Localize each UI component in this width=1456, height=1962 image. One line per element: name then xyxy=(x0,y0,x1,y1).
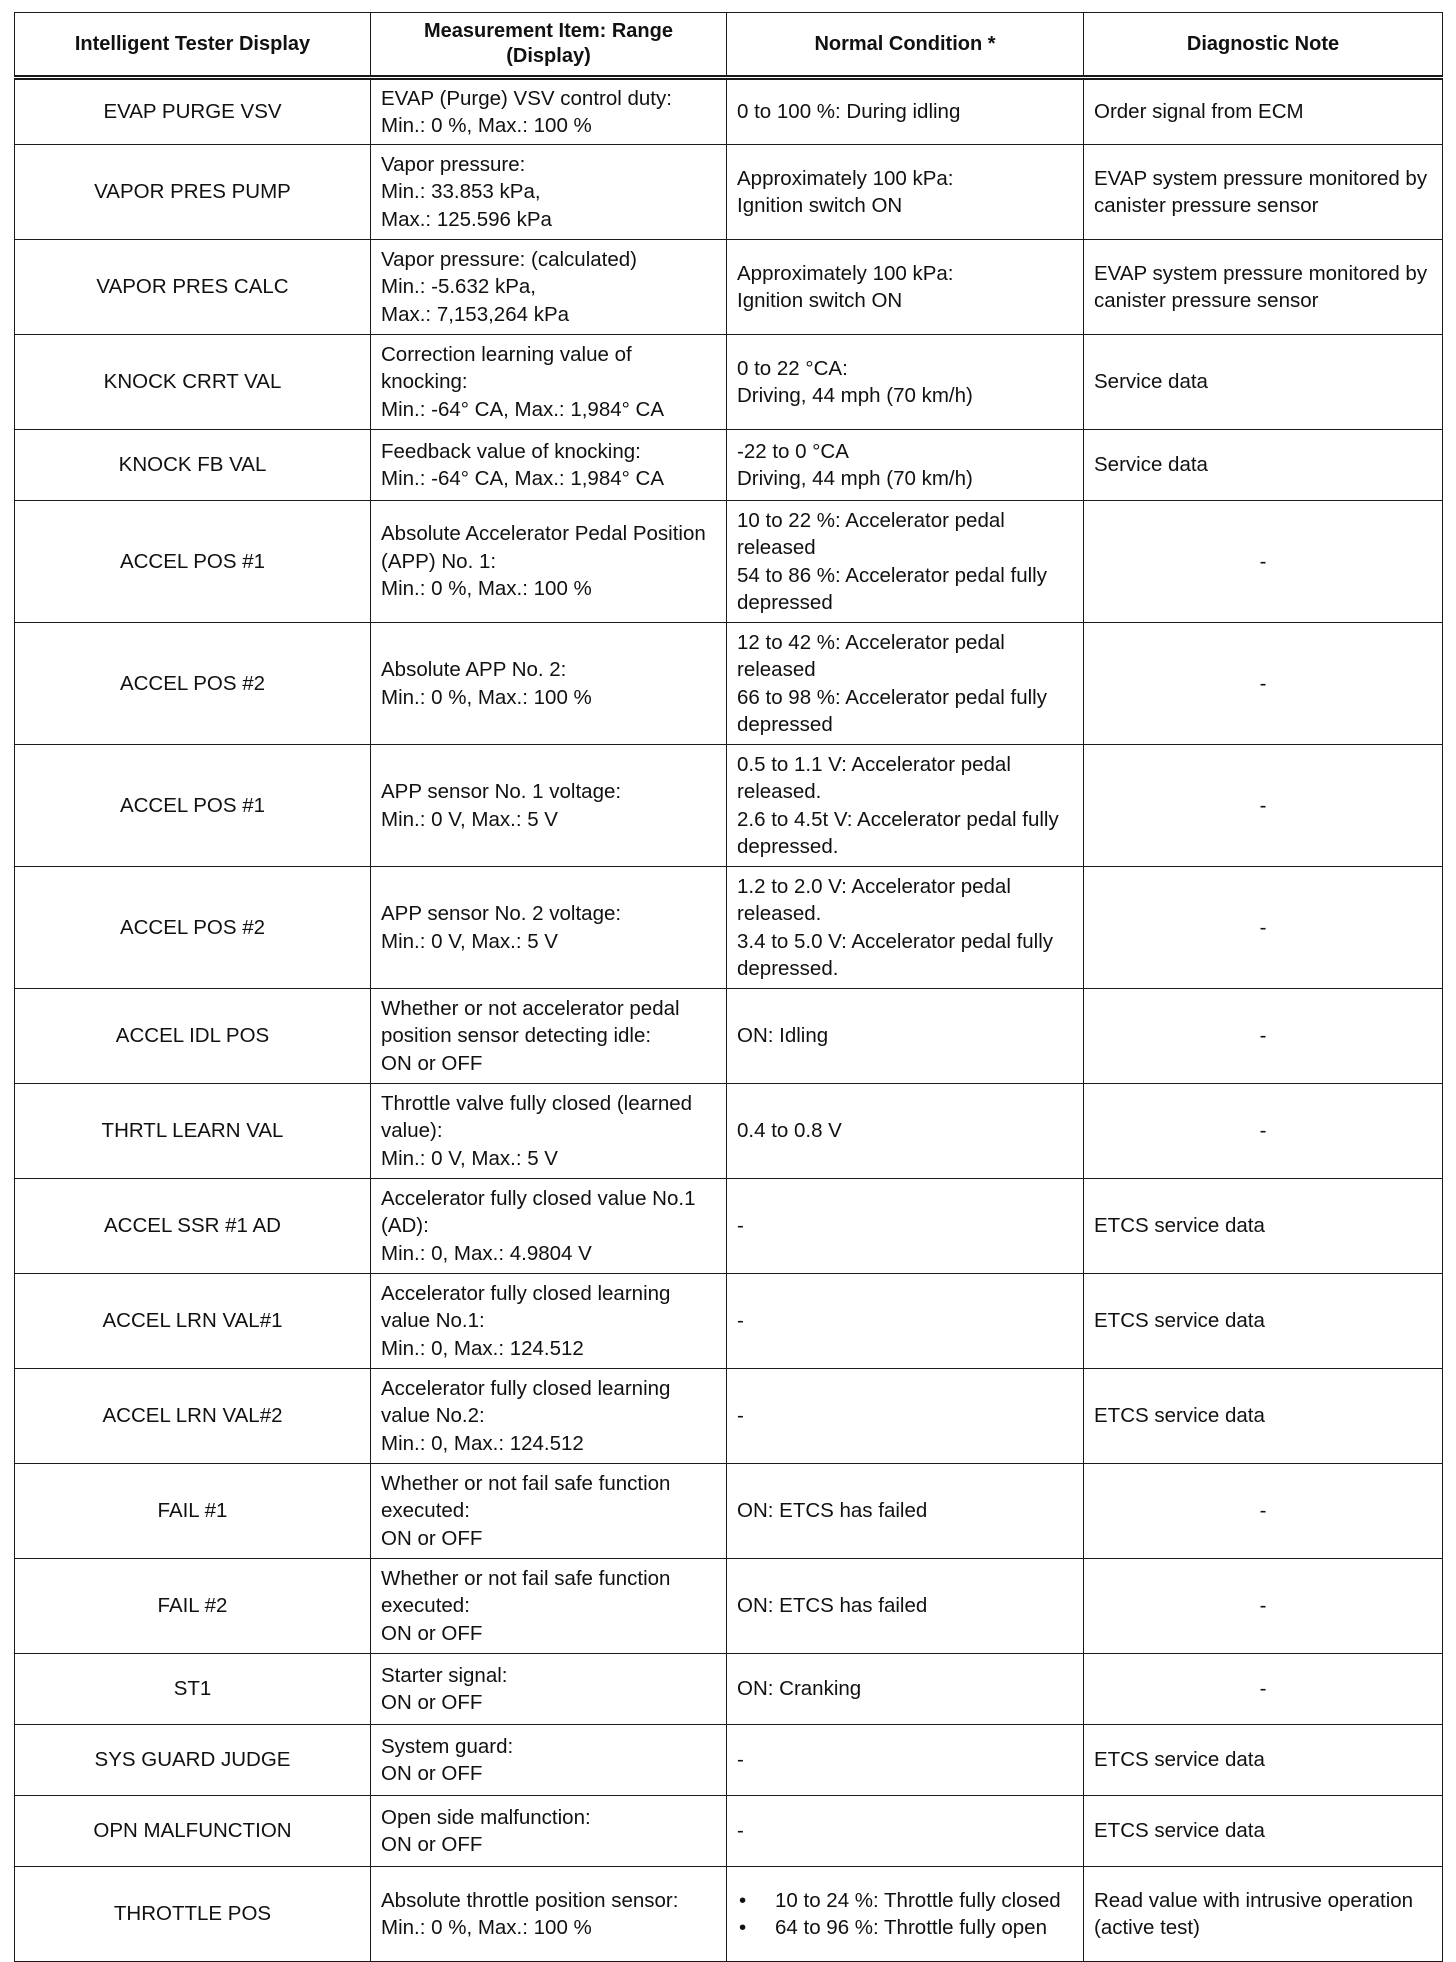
cell-display: VAPOR PRES CALC xyxy=(15,240,371,335)
cell-measurement: System guard: ON or OFF xyxy=(371,1725,727,1796)
cell-normal: - xyxy=(727,1796,1084,1867)
cell-display: FAIL #2 xyxy=(15,1559,371,1654)
cell-note: - xyxy=(1084,867,1443,989)
cell-note: ETCS service data xyxy=(1084,1796,1443,1867)
cell-normal: 12 to 42 %: Accelerator pedal released 66 to 98 %: Accelerator pedal fully depressed xyxy=(727,623,1084,745)
cell-display: OPN MALFUNCTION xyxy=(15,1796,371,1867)
table-row xyxy=(15,1654,1443,1725)
cell-measurement: Correction learning value of knocking: Min.: -64° CA, Max.: 1,984° CA xyxy=(371,335,727,430)
cell-note: Order signal from ECM xyxy=(1084,78,1443,145)
cell-display: ACCEL POS #2 xyxy=(15,867,371,989)
cell-display: ACCEL POS #2 xyxy=(15,623,371,745)
cell-note: ETCS service data xyxy=(1084,1369,1443,1464)
cell-normal: - xyxy=(727,1369,1084,1464)
cell-note: - xyxy=(1084,1084,1443,1179)
cell-note: ETCS service data xyxy=(1084,1274,1443,1369)
header-display: Intelligent Tester Display xyxy=(15,13,371,78)
cell-normal: - xyxy=(727,1725,1084,1796)
cell-note: EVAP system pressure monitored by canister pressure sensor xyxy=(1084,240,1443,335)
cell-normal: 10 to 22 %: Accelerator pedal released 54 to 86 %: Accelerator pedal fully depressed xyxy=(727,501,1084,623)
cell-display: KNOCK CRRT VAL xyxy=(15,335,371,430)
table-row xyxy=(15,430,1443,501)
cell-note: ETCS service data xyxy=(1084,1179,1443,1274)
cell-display: ACCEL LRN VAL#1 xyxy=(15,1274,371,1369)
table-row xyxy=(15,335,1443,430)
table-row xyxy=(15,145,1443,240)
cell-measurement: Vapor pressure: (calculated) Min.: -5.632 kPa, Max.: 7,153,264 kPa xyxy=(371,240,727,335)
cell-measurement: Whether or not accelerator pedal position sensor detecting idle: ON or OFF xyxy=(371,989,727,1084)
cell-measurement: Open side malfunction: ON or OFF xyxy=(371,1796,727,1867)
cell-note: - xyxy=(1084,1654,1443,1725)
cell-display: ACCEL LRN VAL#2 xyxy=(15,1369,371,1464)
header-normal-condition: Normal Condition * xyxy=(727,13,1084,78)
table-row xyxy=(15,1464,1443,1559)
cell-normal: - xyxy=(727,1274,1084,1369)
cell-note: - xyxy=(1084,989,1443,1084)
cell-normal: ON: ETCS has failed xyxy=(727,1559,1084,1654)
cell-measurement: Feedback value of knocking: Min.: -64° CA, Max.: 1,984° CA xyxy=(371,430,727,501)
cell-measurement: Whether or not fail safe function executed: ON or OFF xyxy=(371,1559,727,1654)
table-row xyxy=(15,1867,1443,1962)
cell-note: ETCS service data xyxy=(1084,1725,1443,1796)
data-list-table xyxy=(14,12,1443,1962)
cell-normal: ON: Cranking xyxy=(727,1654,1084,1725)
cell-display: THRTL LEARN VAL xyxy=(15,1084,371,1179)
list-item: • 64 to 96 %: Throttle fully open xyxy=(737,1914,1073,1942)
table-row xyxy=(15,240,1443,335)
table-row xyxy=(15,1274,1443,1369)
header-diagnostic-note: Diagnostic Note xyxy=(1084,13,1443,78)
cell-measurement: Throttle valve fully closed (learned value): Min.: 0 V, Max.: 5 V xyxy=(371,1084,727,1179)
cell-measurement: Whether or not fail safe function executed: ON or OFF xyxy=(371,1464,727,1559)
table-row xyxy=(15,623,1443,745)
table-row xyxy=(15,745,1443,867)
bullet-list xyxy=(737,1887,1073,1942)
table-row xyxy=(15,989,1443,1084)
cell-note: - xyxy=(1084,1559,1443,1654)
cell-note: - xyxy=(1084,623,1443,745)
cell-note: Read value with intrusive operation (active test) xyxy=(1084,1867,1443,1962)
cell-measurement: Starter signal: ON or OFF xyxy=(371,1654,727,1725)
cell-normal: 0.5 to 1.1 V: Accelerator pedal released. 2.6 to 4.5t V: Accelerator pedal fully depressed. xyxy=(727,745,1084,867)
cell-normal: 0 to 100 %: During idling xyxy=(727,78,1084,145)
table-row xyxy=(15,1559,1443,1654)
table-row xyxy=(15,1179,1443,1274)
cell-display: SYS GUARD JUDGE xyxy=(15,1725,371,1796)
cell-measurement: APP sensor No. 2 voltage: Min.: 0 V, Max.: 5 V xyxy=(371,867,727,989)
cell-normal: -22 to 0 °CA Driving, 44 mph (70 km/h) xyxy=(727,430,1084,501)
table-row xyxy=(15,1725,1443,1796)
table-row xyxy=(15,1796,1443,1867)
cell-display: KNOCK FB VAL xyxy=(15,430,371,501)
cell-normal: 0.4 to 0.8 V xyxy=(727,1084,1084,1179)
cell-measurement: Accelerator fully closed learning value No.2: Min.: 0, Max.: 124.512 xyxy=(371,1369,727,1464)
cell-normal: 1.2 to 2.0 V: Accelerator pedal released. 3.4 to 5.0 V: Accelerator pedal fully depressed. xyxy=(727,867,1084,989)
cell-note: EVAP system pressure monitored by canister pressure sensor xyxy=(1084,145,1443,240)
cell-measurement: Absolute Accelerator Pedal Position (APP) No. 1: Min.: 0 %, Max.: 100 % xyxy=(371,501,727,623)
cell-display: FAIL #1 xyxy=(15,1464,371,1559)
cell-note: - xyxy=(1084,745,1443,867)
cell-measurement: Vapor pressure: Min.: 33.853 kPa, Max.: 125.596 kPa xyxy=(371,145,727,240)
cell-measurement: EVAP (Purge) VSV control duty: Min.: 0 %, Max.: 100 % xyxy=(371,78,727,145)
header-measurement: Measurement Item: Range (Display) xyxy=(371,13,727,78)
cell-display: ACCEL POS #1 xyxy=(15,501,371,623)
table-row xyxy=(15,867,1443,989)
cell-normal xyxy=(727,1867,1084,1962)
cell-normal: ON: Idling xyxy=(727,989,1084,1084)
cell-normal: 0 to 22 °CA: Driving, 44 mph (70 km/h) xyxy=(727,335,1084,430)
cell-measurement: Accelerator fully closed learning value No.1: Min.: 0, Max.: 124.512 xyxy=(371,1274,727,1369)
cell-note: - xyxy=(1084,501,1443,623)
cell-display: VAPOR PRES PUMP xyxy=(15,145,371,240)
cell-display: ACCEL POS #1 xyxy=(15,745,371,867)
cell-measurement: Absolute throttle position sensor: Min.: 0 %, Max.: 100 % xyxy=(371,1867,727,1962)
table-row xyxy=(15,1369,1443,1464)
table-row xyxy=(15,78,1443,145)
cell-display: THROTTLE POS xyxy=(15,1867,371,1962)
table-row xyxy=(15,501,1443,623)
table-row xyxy=(15,1084,1443,1179)
cell-measurement: Absolute APP No. 2: Min.: 0 %, Max.: 100 % xyxy=(371,623,727,745)
header-row xyxy=(15,13,1443,78)
cell-note: Service data xyxy=(1084,430,1443,501)
cell-display: ST1 xyxy=(15,1654,371,1725)
cell-note: - xyxy=(1084,1464,1443,1559)
cell-normal: - xyxy=(727,1179,1084,1274)
cell-measurement: Accelerator fully closed value No.1 (AD): Min.: 0, Max.: 4.9804 V xyxy=(371,1179,727,1274)
cell-note: Service data xyxy=(1084,335,1443,430)
cell-measurement: APP sensor No. 1 voltage: Min.: 0 V, Max.: 5 V xyxy=(371,745,727,867)
cell-display: ACCEL IDL POS xyxy=(15,989,371,1084)
cell-display: ACCEL SSR #1 AD xyxy=(15,1179,371,1274)
cell-display: EVAP PURGE VSV xyxy=(15,78,371,145)
cell-normal: ON: ETCS has failed xyxy=(727,1464,1084,1559)
list-item: • 10 to 24 %: Throttle fully closed xyxy=(737,1887,1073,1915)
cell-normal: Approximately 100 kPa: Ignition switch ON xyxy=(727,240,1084,335)
cell-normal: Approximately 100 kPa: Ignition switch ON xyxy=(727,145,1084,240)
